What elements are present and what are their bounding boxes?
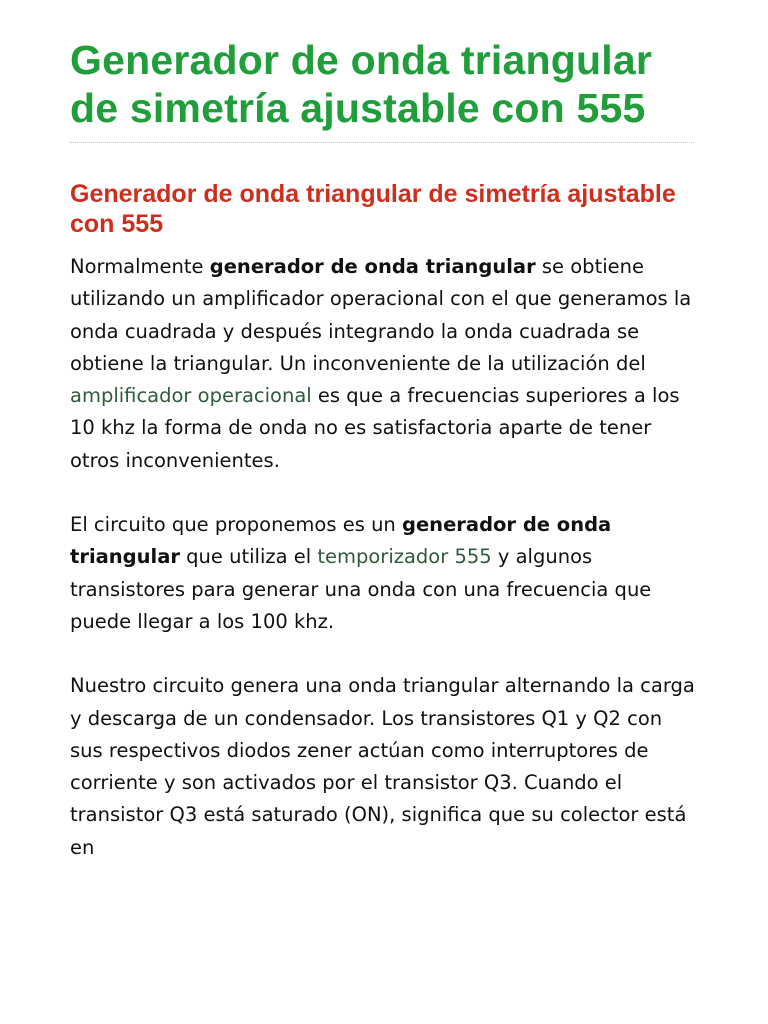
bold-keyword: generador de onda triangular bbox=[70, 513, 612, 569]
paragraph-text: es que a frecuencias superiores a los 10 khz la forma de onda no es satisfactoria aparte de tener otros inconvenientes. bbox=[70, 384, 680, 472]
paragraph-text: y algunos transistores para generar una onda con una frecuencia que puede llegar a los 100 khz. bbox=[70, 545, 652, 633]
paragraph-text: Nuestro circuito genera una onda triangular alternando la carga y descarga de un condensador. Los transistores Q1 y Q2 con sus respectivos diodos zener actúan como interruptores de corriente y son activados por el transistor Q3. Cuando el transistor Q3 está saturado (ON), significa que su colector está en bbox=[70, 674, 695, 859]
paragraph-text: se obtiene utilizando un amplificador operacional con el que generamos la onda cuadrada y después integrando la onda cuadrada se obtiene la triangular. Un inconveniente de la utilización del bbox=[70, 255, 692, 375]
page-title: Generador de onda triangular de simetría ajustable con 555 bbox=[70, 37, 652, 131]
paragraph-circuit bbox=[70, 509, 700, 638]
title-divider bbox=[70, 142, 694, 143]
paragraph-text: que utiliza el bbox=[179, 545, 318, 569]
paragraph-text: El circuito que proponemos es un bbox=[70, 513, 402, 537]
link-temporizador-555[interactable]: temporizador 555 bbox=[317, 545, 492, 569]
article bbox=[70, 36, 700, 864]
bold-keyword: generador de onda triangular bbox=[209, 255, 536, 278]
paragraph-operation bbox=[70, 670, 700, 864]
link-amplificador-operacional[interactable]: amplificador operacional bbox=[70, 384, 312, 408]
paragraph-text: Normalmente bbox=[70, 255, 210, 278]
section-heading: Generador de onda triangular de simetría ajustable con 555 bbox=[70, 180, 676, 238]
paragraph-intro bbox=[70, 251, 700, 477]
